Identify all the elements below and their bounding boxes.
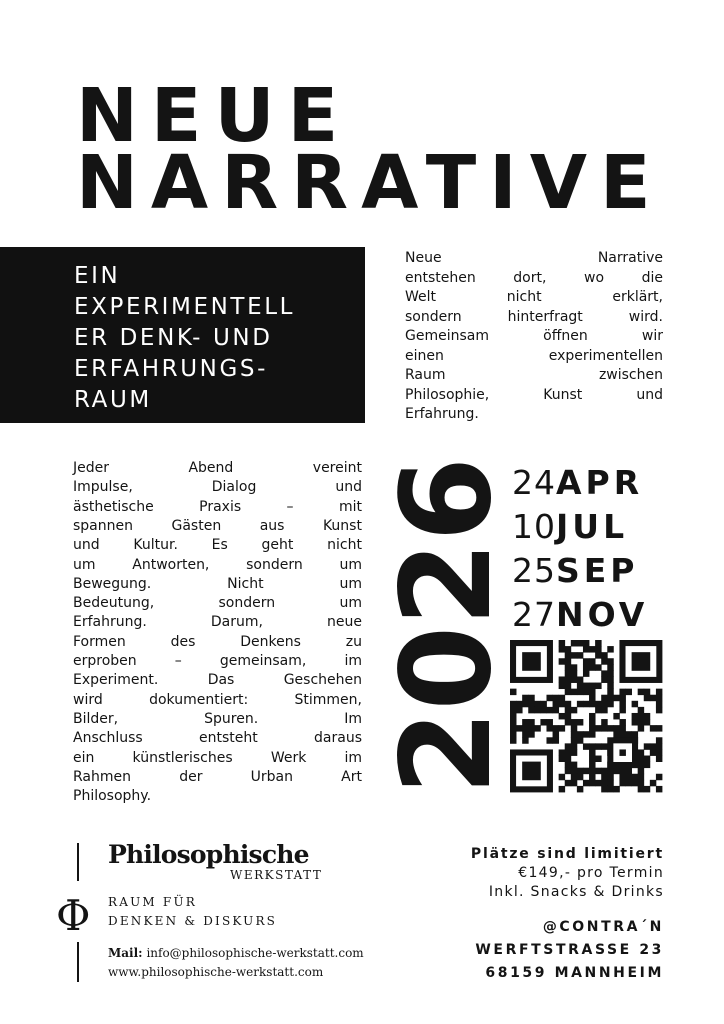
text-line: Jeder Abend vereint xyxy=(73,460,362,476)
mail-label: Mail: xyxy=(108,946,143,960)
text-line: erproben – gemeinsam, im xyxy=(73,653,362,669)
text-line: Neue Narrative xyxy=(405,250,663,266)
date-month: APR xyxy=(556,463,644,502)
date-month: NOV xyxy=(556,595,649,634)
text-line: Erfahrung. Darum, neue xyxy=(73,614,362,631)
logo-sub: WERKSTATT xyxy=(230,868,323,882)
text-line: sondern hinterfragt wird. xyxy=(405,308,663,325)
info-included: Inkl. Snacks & Drinks xyxy=(488,884,664,900)
text-line: ästhetische Praxis – mit xyxy=(73,498,362,515)
date-1 xyxy=(512,463,644,502)
logo-tagline: DENKEN & DISKURS xyxy=(108,914,278,928)
text-line: Philosophie, Kunst und xyxy=(405,386,663,403)
text-line: einen experimentellen xyxy=(405,347,663,364)
year-text: 2026 xyxy=(375,449,519,795)
contact-mail[interactable] xyxy=(108,946,364,960)
text-line: um Antworten, sondern um xyxy=(73,556,362,573)
text-line: Rahmen der Urban Art xyxy=(73,768,362,785)
subtitle-line: ER DENK- UND xyxy=(74,325,273,351)
title-line-2: NARRATIVE xyxy=(76,140,664,226)
date-month: SEP xyxy=(556,551,639,590)
divider-line xyxy=(77,942,79,982)
date-day: 25 xyxy=(512,551,556,590)
info-limited: Plätze sind limitiert xyxy=(470,846,664,862)
date-3 xyxy=(512,551,639,590)
phi-logo-icon: Φ xyxy=(56,891,91,940)
info-city: 68159 MANNHEIM xyxy=(485,965,664,981)
text-line: Gemeinsam öffnen wir xyxy=(405,328,663,344)
text-line: Bewegung. Nicht um xyxy=(73,575,362,592)
date-day: 10 xyxy=(512,507,556,546)
qr-code-icon[interactable] xyxy=(510,640,662,792)
text-line: entstehen dort, wo die xyxy=(405,269,663,286)
title-line-1: NEUE xyxy=(76,73,352,159)
text-line: Raum zwischen xyxy=(405,367,663,383)
mail-address[interactable]: info@philosophische-werkstatt.com xyxy=(146,946,364,960)
year-vertical xyxy=(375,449,519,800)
text-line: Bedeutung, sondern um xyxy=(73,595,362,612)
date-day: 27 xyxy=(512,595,556,634)
logo-tagline: RAUM FÜR xyxy=(108,895,197,909)
info-street: WERFTSTRASSE 23 xyxy=(475,942,664,958)
subtitle-line: EIN xyxy=(74,263,121,289)
text-line: Bilder, Spuren. Im xyxy=(73,710,362,727)
text-line: Anschluss entsteht daraus xyxy=(73,730,362,747)
text-line: ein künstlerisches Werk im xyxy=(73,749,362,766)
text-line: Experiment. Das Geschehen xyxy=(73,672,362,689)
date-4 xyxy=(512,595,649,634)
logo-name: Philosophische xyxy=(108,840,309,869)
divider-line xyxy=(77,843,79,881)
text-line: spannen Gästen aus Kunst xyxy=(73,517,362,534)
info-price: €149,- pro Termin xyxy=(518,865,664,881)
date-month: JUL xyxy=(556,507,629,546)
date-2 xyxy=(512,507,629,546)
text-line: Welt nicht erklärt, xyxy=(405,289,663,305)
subtitle-line: ERFAHRUNGS- xyxy=(74,356,269,382)
text-line: Impulse, Dialog und xyxy=(73,479,362,496)
subtitle-line: RAUM xyxy=(74,387,152,413)
date-day: 24 xyxy=(512,463,556,502)
subtitle-line: EXPERIMENTELL xyxy=(74,294,296,320)
contact-web[interactable]: www.philosophische-werkstatt.com xyxy=(108,965,324,979)
text-line: Formen des Denkens zu xyxy=(73,633,362,650)
info-venue: @CONTRA´N xyxy=(542,919,664,935)
text-line: Erfahrung. xyxy=(405,406,479,422)
text-line: wird dokumentiert: Stimmen, xyxy=(73,691,362,708)
text-line: Philosophy. xyxy=(73,788,152,805)
subtitle-block xyxy=(0,247,365,423)
text-line: und Kultur. Es geht nicht xyxy=(73,537,362,554)
